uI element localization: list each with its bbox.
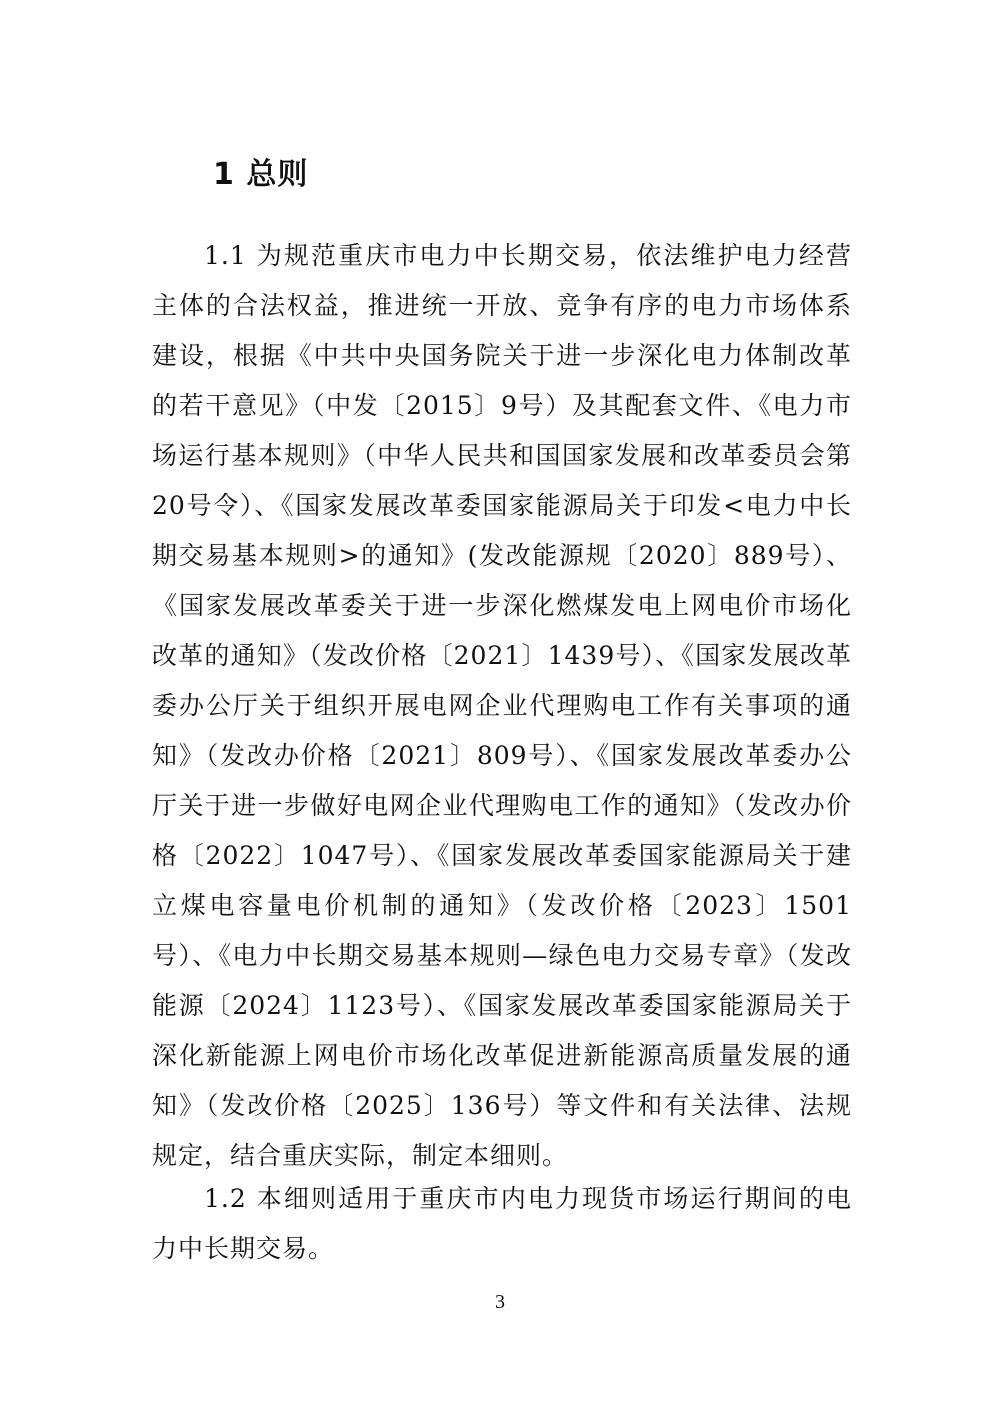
paragraph-1-2: 1.2 本细则适用于重庆市内电力现货市场运行期间的电力中长期交易。 [152, 1184, 852, 1263]
section-heading: 1 总则 [213, 157, 309, 192]
page-number: 3 [495, 1291, 505, 1313]
paragraph-1-1: 1.1 为规范重庆市电力中长期交易，依法维护电力经营主体的合法权益，推进统一开放、竞争有序的电力市场体系建设，根据《中共中央国务院关于进一步深化电力体制改革的若干意见》（中发〔2015〕9号）及其配套文件、《电力市场运行基本规则》（中华人民共和国国家发展和改革委员会第20号令）、《国家发展改革委国家能源局关于印发<电力中长期交易基本规则>的通知》(发改能源规〔2020〕889号）、《国家发展改革委关于进一步深化燃煤发电上网电价市场化改革的通知》（发改价格〔2021〕1439号）、《国家发展改革委办公厅关于组织开展电网企业代理购电工作有关事项的通知》（发改办价格〔2021〕809号）、《国家发展改革委办公厅关于进一步做好电网企业代理购电工作的通知》（发改办价格〔2022〕1047号）、《国家发展改革委国家能源局关于建立煤电容量电价机制的通知》（发改价格〔2023〕1501号）、《电力中长期交易基本规则—绿色电力交易专章》（发改能源〔2024〕1123号）、《国家发展改革委国家能源局关于深化新能源上网电价市场化改革促进新能源高质量发展的通知》（发改价格〔2025〕136号）等文件和有关法律、法规规定，结合重庆实际，制定本细则。 [152, 241, 852, 1170]
